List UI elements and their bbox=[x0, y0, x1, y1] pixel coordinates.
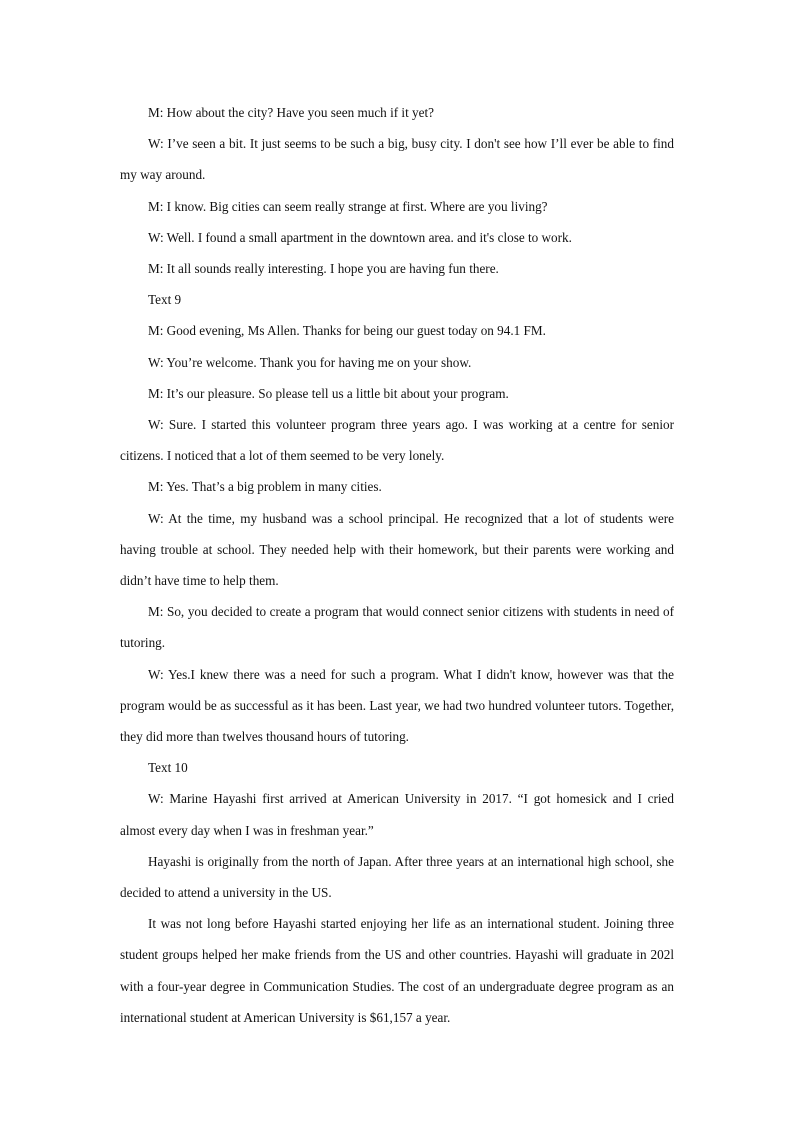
dialogue-line: M: Yes. That’s a big problem in many cities. bbox=[148, 479, 382, 495]
dialogue-line: M: Good evening, Ms Allen. Thanks for being our guest today on 94.1 FM. bbox=[148, 323, 546, 339]
narrative-paragraph: Hayashi is originally from the north of Japan. After three years at an international high school, she decided to attend a university in the US. bbox=[120, 853, 674, 901]
document-page bbox=[120, 97, 674, 1033]
section-heading-text-10: Text 10 bbox=[148, 760, 188, 776]
section-heading-text-9: Text 9 bbox=[148, 292, 182, 308]
narrative-paragraph: It was not long before Hayashi started enjoying her life as an international student. Joining three student groups helped her make friends from the US and other countries. Hayashi will graduate in 202l with a four-year degree in Communication Studies. The cost of an undergraduate degree program as an international student at American University is $61,157 a year. bbox=[120, 916, 674, 1025]
dialogue-line: W: Yes.I knew there was a need for such a program. What I didn't know, however was that the program would be as successful as it has been. Last year, we had two hundred volunteer tutors. Together, they did more than twelves thousand hours of tutoring. bbox=[120, 666, 674, 745]
narrative-paragraph: W: Marine Hayashi first arrived at American University in 2017. “I got homesick and I cried almost every day when I was in freshman year.” bbox=[120, 791, 674, 838]
dialogue-line: W: Well. I found a small apartment in the downtown area. and it's close to work. bbox=[148, 229, 572, 245]
dialogue-line: M: So, you decided to create a program that would connect senior citizens with students in need of tutoring. bbox=[120, 604, 674, 651]
dialogue-line: W: I’ve seen a bit. It just seems to be such a big, busy city. I don't see how I’ll ever be able to find my way around. bbox=[120, 136, 674, 183]
dialogue-line: W: At the time, my husband was a school principal. He recognized that a lot of students were having trouble at school. They needed help with their homework, but their parents were working and didn’t have time to help them. bbox=[120, 510, 674, 589]
dialogue-line: M: How about the city? Have you seen much if it yet? bbox=[148, 105, 435, 120]
dialogue-line: W: You’re welcome. Thank you for having me on your show. bbox=[148, 354, 472, 370]
dialogue-line: M: I know. Big cities can seem really strange at first. Where are you living? bbox=[148, 198, 548, 214]
dialogue-line: M: It’s our pleasure. So please tell us a little bit about your program. bbox=[148, 385, 509, 401]
dialogue-line: W: Sure. I started this volunteer program three years ago. I was working at a centre for senior citizens. I noticed that a lot of them seemed to be very lonely. bbox=[120, 417, 674, 464]
dialogue-line: M: It all sounds really interesting. I hope you are having fun there. bbox=[148, 261, 499, 277]
